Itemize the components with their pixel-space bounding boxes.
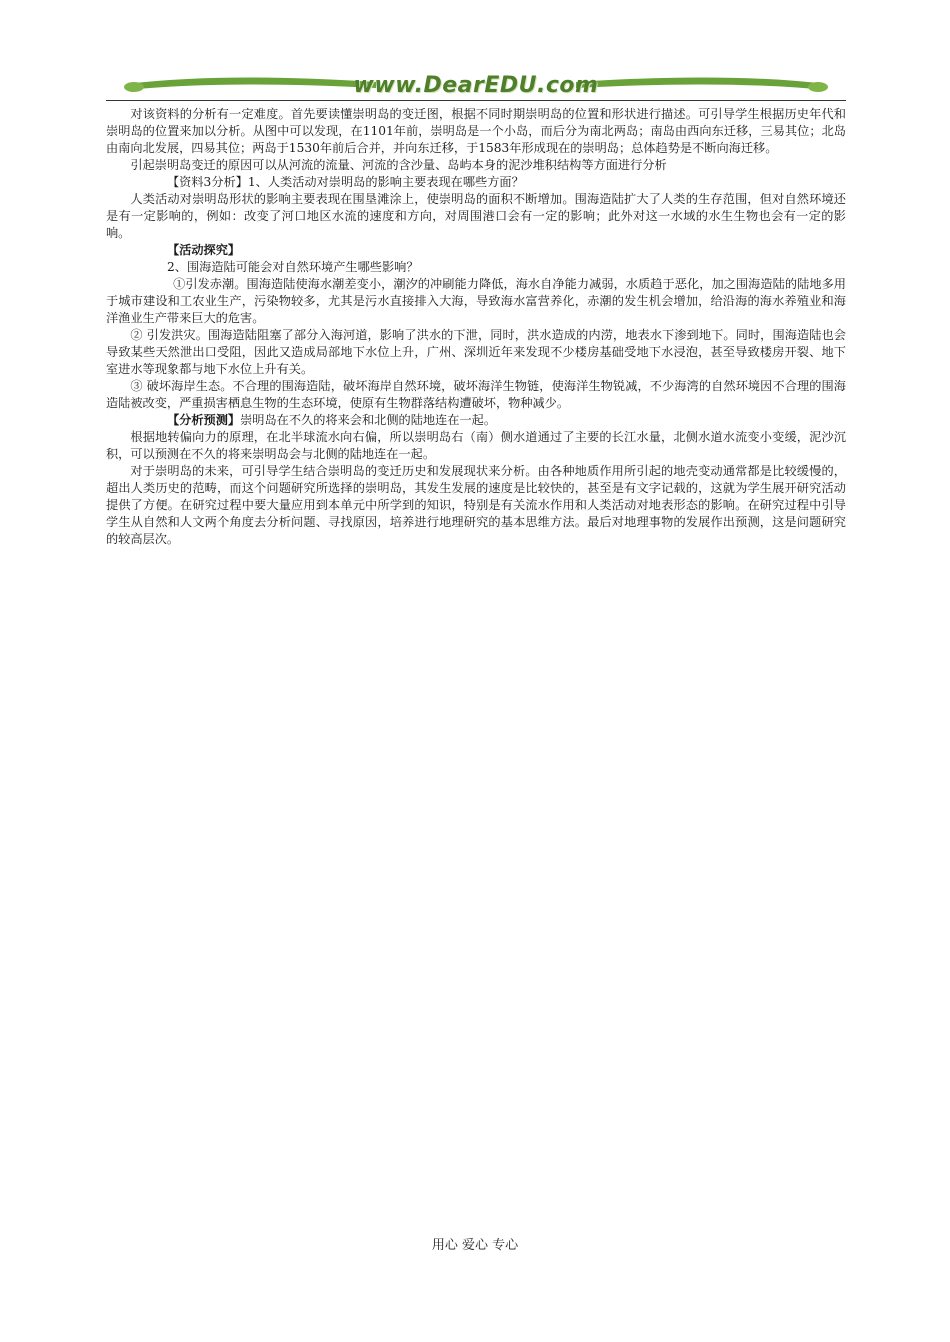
- section-tag: 【分析预测】: [167, 413, 241, 427]
- prediction-text: 崇明岛在不久的将来会和北侧的陆地连在一起。: [240, 413, 497, 427]
- paragraph: [106, 412, 846, 429]
- paragraph: 人类活动对崇明岛形状的影响主要表现在围垦滩涂上，使崇明岛的面积不断增加。围海造陆扩大了人类的生存范围，但对自然环境还是有一定影响的，例如：改变了河口地区水流的速度和方向，对周围港口会有一定的影响；此外对这一水域的水生生物也会有一定的影响。: [106, 192, 846, 240]
- site-logo[interactable]: www.DearEDU.com: [353, 73, 599, 98]
- paragraph: ③ 破坏海岸生态。不合理的围海造陆，破坏海岸自然环境，破坏海洋生物链，使海洋生物锐减，不少海湾的自然环境因不合理的围海造陆被改变，严重损害栖息生物的生态环境，使原有生物群落结构遭破坏，物种减少。: [106, 379, 846, 410]
- paragraph: ② 引发洪灾。围海造陆阻塞了部分入海河道，影响了洪水的下泄，同时，洪水造成的内涝，地表水下渗到地下。同时，围海造陆也会导致某些天然泄出口受阻，因此又造成局部地下水位上升，广州、深圳近年来发现不少楼房基础受地下水浸泡，甚至导致楼房开裂、地下室进水等现象都与地下水位上升有关。: [106, 328, 846, 376]
- paragraph: 对于崇明岛的未来，可引导学生结合崇明岛的变迁历史和发展现状来分析。由各种地质作用所引起的地壳变动通常都是比较缓慢的，超出人类历史的范畴，而这个问题研究所选择的崇明岛，其发生发展的速度是比较快的，甚至是有文字记载的，这就为学生展开研究活动提供了方便。在研究过程中要大量应用到本单元中所学到的知识，特别是有关流水作用和人类活动对地表形态的影响。在研究过程中引导学生从自然和人文两个角度去分析问题、寻找原因，培养进行地理研究的基本思维方法。最后对地理事物的发展作出预测，这是问题研究的较高层次。: [106, 464, 846, 546]
- paragraph: ①引发赤潮。围海造陆使海水潮差变小，潮汐的冲刷能力降低，海水自净能力减弱，水质趋于恶化，加之围海造陆的陆地多用于城市建设和工农业生产，污染物较多，尤其是污水直接排入大海，导致海水富营养化，赤潮的发生机会增加，给沿海的海水养殖业和海洋渔业生产带来巨大的危害。: [106, 277, 846, 325]
- section-tag: 【活动探究】: [167, 243, 241, 257]
- header-divider: [106, 100, 846, 101]
- page-footer: 用心 爱心 专心: [431, 1238, 519, 1253]
- paragraph: 根据地转偏向力的原理，在北半球流水向右偏，所以崇明岛右（南）侧水道通过了主要的长江水量，北侧水道水流变小变缓，泥沙沉积，可以预测在不久的将来崇明岛会与北侧的陆地连在一起。: [106, 430, 846, 461]
- paragraph: 对该资料的分析有一定难度。首先要读懂崇明岛的变迁图，根据不同时期崇明岛的位置和形状进行描述。可引导学生根据历史年代和崇明岛的位置来加以分析。从图中可以发现，在1101年前，崇明岛是一个小岛，而后分为南北两岛；南岛由西向东迁移，三易其位；北岛由南向北发展，四易其位；两岛于1530年前后合并，并向东迁移，于1583年形成现在的崇明岛；总体趋势是不断向海迁移。: [106, 107, 846, 155]
- document-body: [106, 106, 846, 548]
- question-text: 1、人类活动对崇明岛的影响主要表现在哪些方面？: [247, 175, 524, 189]
- paragraph: [106, 174, 846, 191]
- paragraph: 引起崇明岛变迁的原因可以从河流的流量、河流的含沙量、岛屿本身的泥沙堆积结构等方面进行分析: [130, 158, 667, 172]
- section-tag: 【资料3分析】: [167, 175, 248, 189]
- paragraph: 2、围海造陆可能会对自然环境产生哪些影响？: [167, 260, 419, 274]
- section-heading: [106, 242, 846, 259]
